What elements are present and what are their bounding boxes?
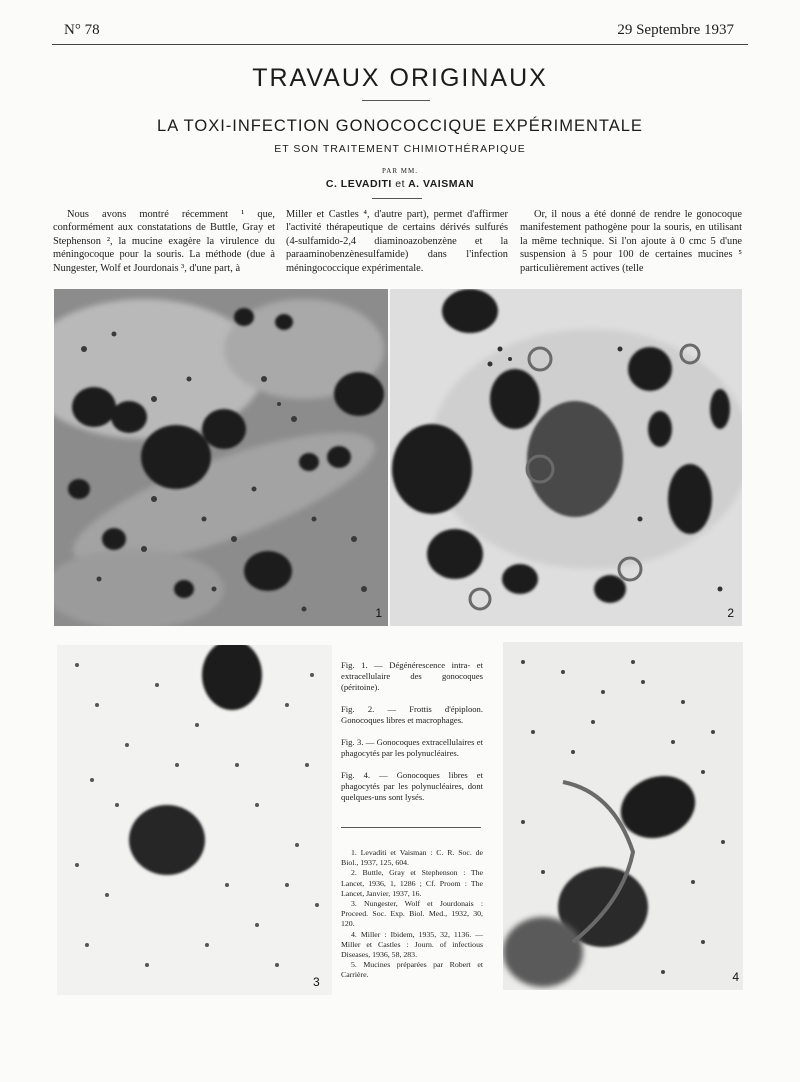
author-levaditi: C. LEVADITI [325,178,392,190]
figure-4-label: 4 [732,970,739,984]
footnote-1: 1. Levaditi et Vaisman : C. R. Soc. de Biol., 1937, 125, 604. [341,848,483,868]
footnotes [341,848,483,981]
header-divider [52,44,748,45]
caption-fig-2: Fig. 2. — Frottis d'épiploon. Gonocoques libres et macrophages. [341,704,483,725]
body-column-3 [520,208,742,275]
article-title: LA TOXI-INFECTION GONOCOCCIQUE EXPÉRIMENTALE [157,117,643,135]
footnote-2: 2. Buttle, Gray et Stephenson : The Lancet, 1936, 1, 1286 ; Cf. Proom : The Lancet, Janvier, 1937, 16. [341,868,483,898]
section-title: TRAVAUX ORIGINAUX [252,64,548,92]
body-column-1 [53,208,275,275]
body-paragraph: Nous avons montré récemment ¹ que, conformément aux constatations de Buttle, Gray et Stephenson ², la mucine exagère la virulence du méningocoque pour la souris. La méthode (due à Nungester, Wolf et Jourdonais ³, d'une part, à [53,209,275,274]
figure-3-label: 3 [313,975,320,989]
footnote-3: 3. Nungester, Wolf et Jourdonais : Proceed. Soc. Exp. Biol. Med., 1932, 30, 120. [341,899,483,929]
figure-3-photo [57,645,332,995]
issue-number: N° 78 [64,22,100,38]
byline-prefix: PAR MM. [382,167,418,175]
footnote-5: 5. Mucines préparées par Robert et Carrière. [341,960,483,980]
authors-divider [372,198,422,199]
body-column-2 [286,208,508,275]
caption-fig-3: Fig. 3. — Gonocoques extracellulaires et phagocytés par les polynucléaires. [341,737,483,758]
section-divider [362,100,430,101]
figure-2-photo [390,289,742,626]
body-paragraph: Miller et Castles ⁴, d'autre part), permet d'affirmer l'activité thérapeutique de certains dérivés sulfurés (4-sulfamido-2,4 diaminoazobenzène et la paraaminobenzènesulfamide) dans l'infection méningococcique expérimentale. [286,209,508,274]
figure-4-photo [503,642,743,990]
footnote-4: 4. Miller : Ibidem, 1935, 32, 1136. — Miller et Castles : Journ. of infectious Diseases, 1936, 58, 283. [341,929,483,960]
body-paragraph: Or, il nous a été donné de rendre le gonocoque manifestement pathogène pour la souris, en utilisant la même technique. Si l'on ajoute à 0 cmc 5 d'une suspension à 5 pour 100 de certaines mucines ⁵ particulièrement actives (telle [520,209,742,274]
author-vaisman: A. VAISMAN [408,178,475,190]
footnotes-divider [341,827,481,828]
authors [0,178,800,190]
author-conjunction: et [395,178,406,190]
caption-fig-1: Fig. 1. — Dégénérescence intra- et extracellulaire des gonocoques (péritoine). [341,660,483,692]
figure-1-label: 1 [375,606,382,620]
figure-2-label: 2 [727,606,734,620]
figure-captions [341,660,483,814]
caption-fig-4: Fig. 4. — Gonocoques libres et phagocytés par les polynucléaires, dont quelques-uns sont lysés. [341,770,483,802]
article-subtitle: ET SON TRAITEMENT CHIMIOTHÉRAPIQUE [274,143,526,155]
figure-1-photo [54,289,388,626]
issue-date: 29 Septembre 1937 [617,22,734,38]
